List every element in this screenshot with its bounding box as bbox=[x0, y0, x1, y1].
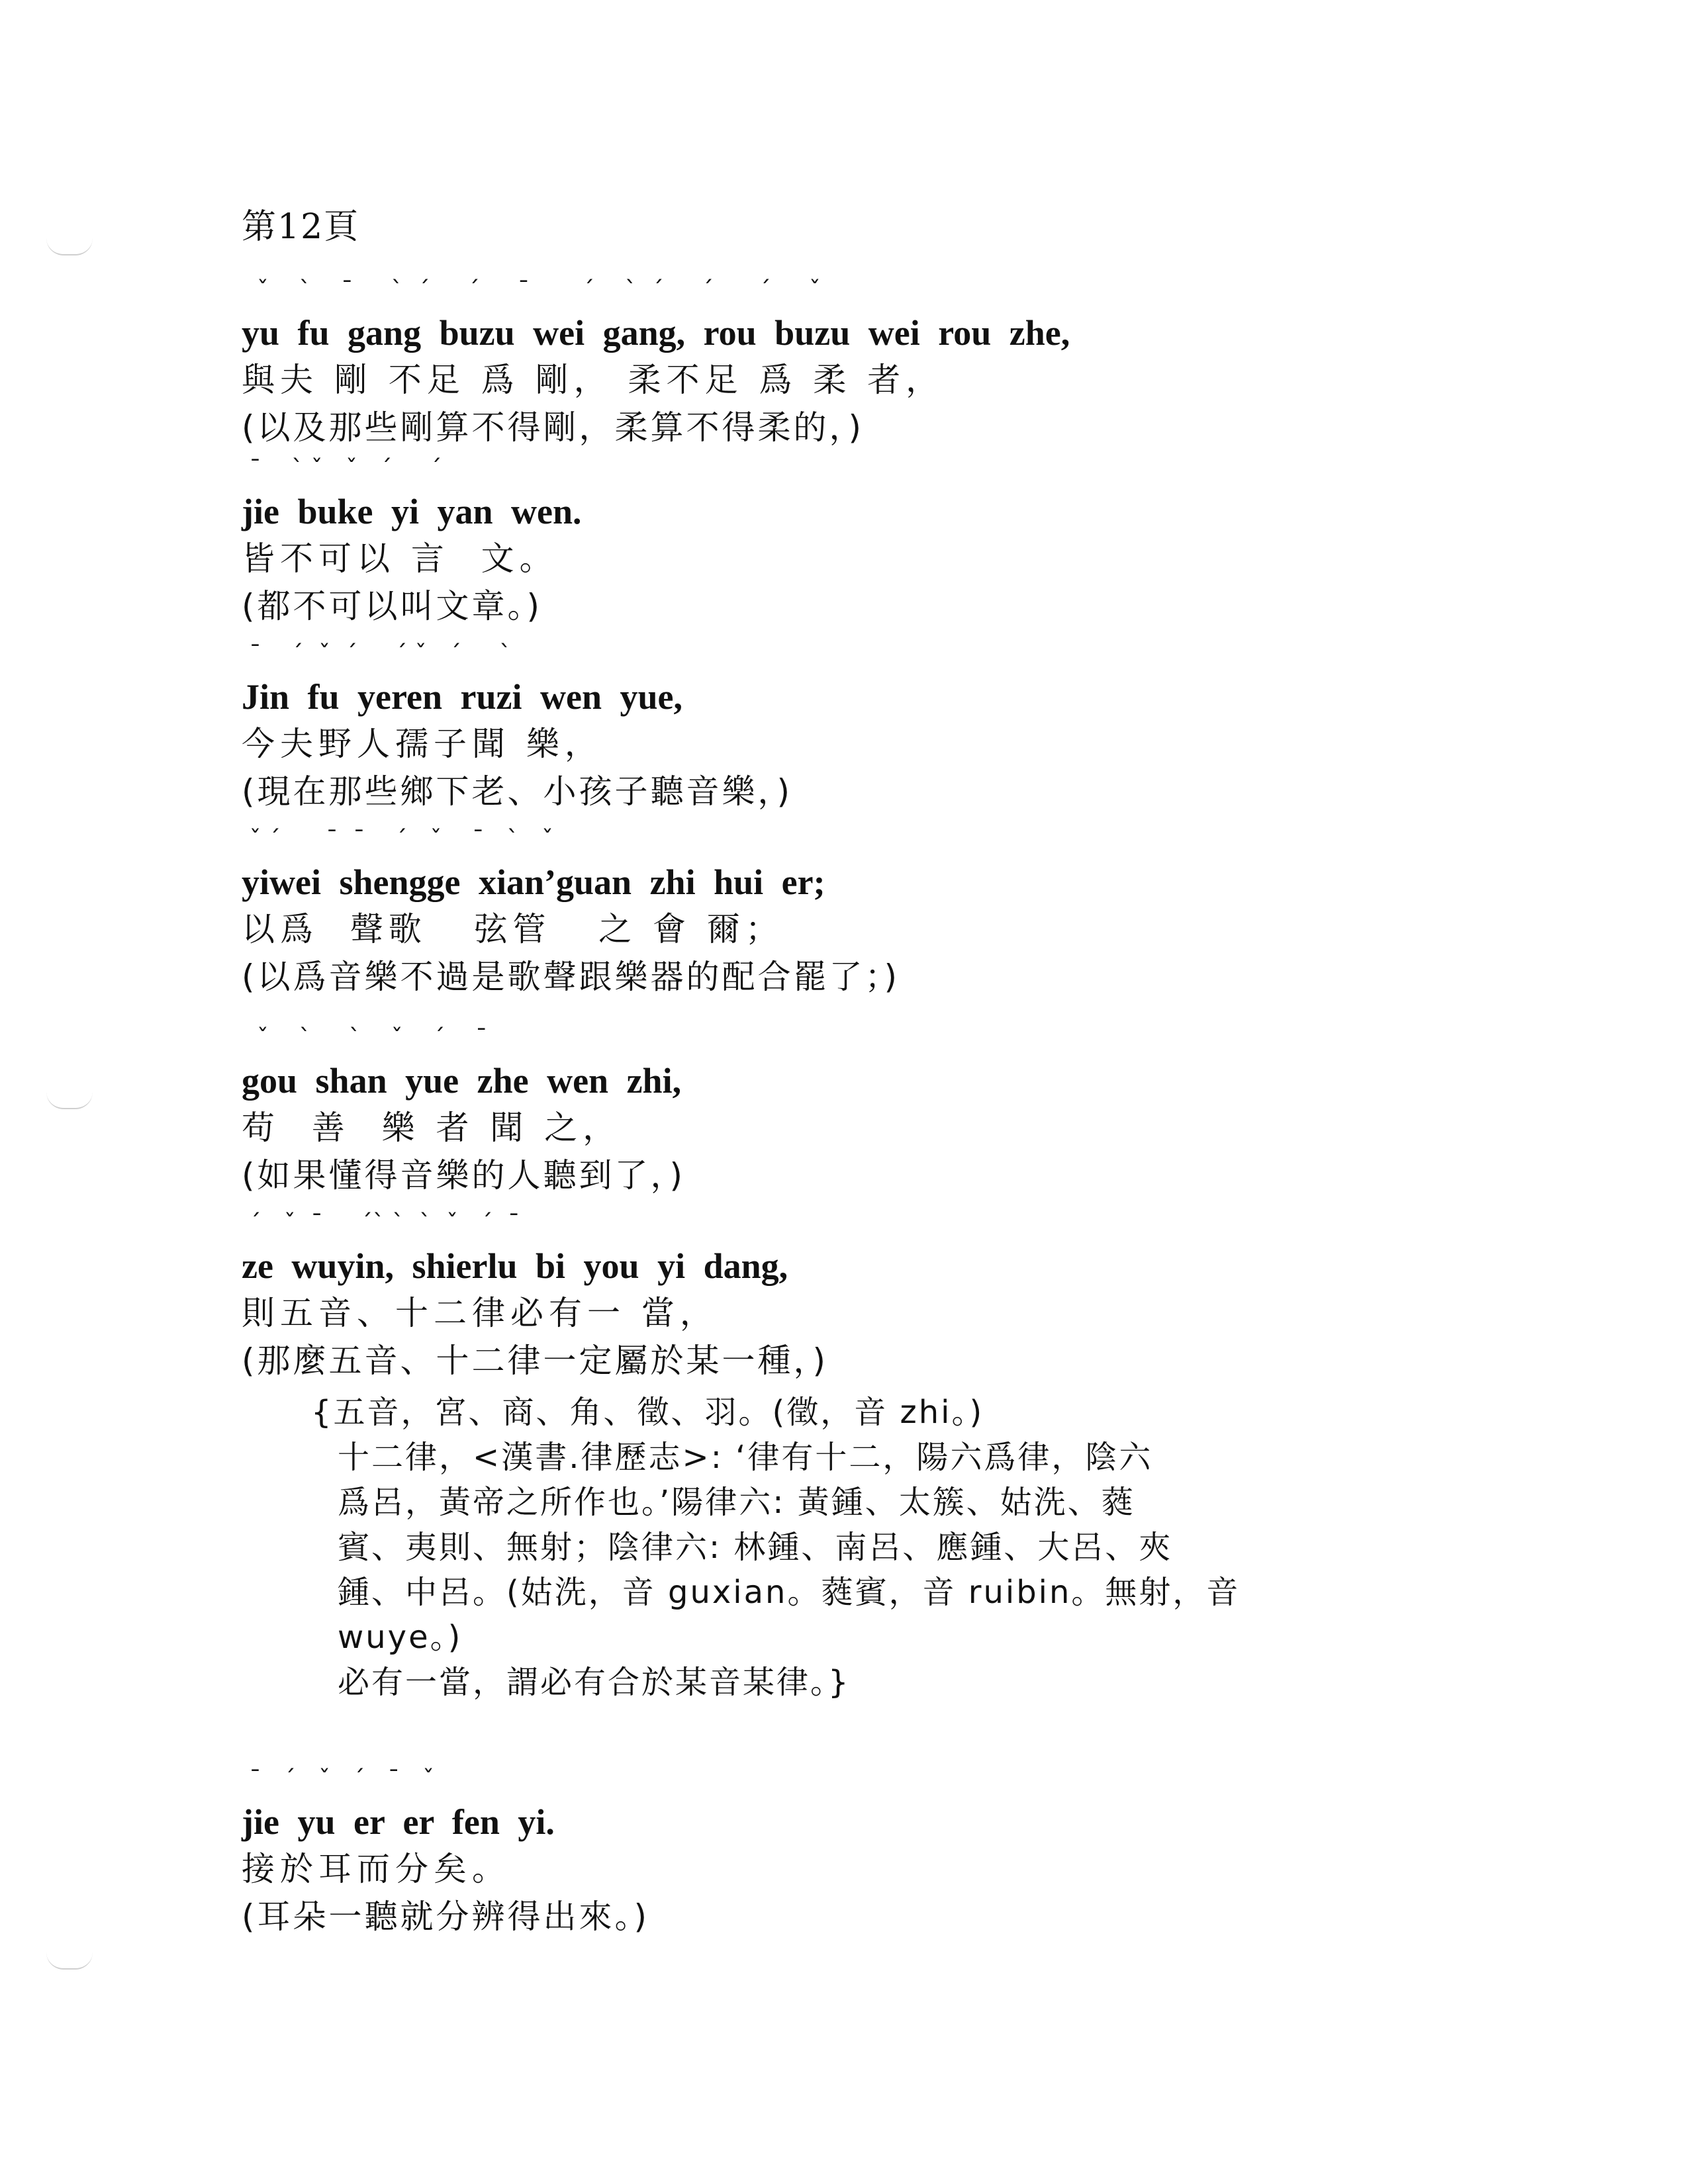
pinyin-line: yiwei shengge xian’guan zhi hui er; bbox=[242, 862, 825, 902]
note-line: 十二律，<漢書.律歷志>: ‘律有十二，陽六爲律，陰六 bbox=[338, 1439, 1153, 1476]
tone-marks: ˉ ˊ ˇ ˊ ˉ ˇ bbox=[242, 1766, 435, 1793]
chinese-line: 皆不可以 言 文。 bbox=[242, 539, 558, 578]
chinese-line: 則五音、十二律必有一 當， bbox=[242, 1294, 718, 1332]
chinese-line: 以爲 聲歌 弦管 之 會 爾； bbox=[242, 910, 784, 948]
tone-marks: ˇ ˋ ˉ ˋ ˊ ˊ ˉ ˊ ˋ ˊ ˊ ˊ ˇ bbox=[242, 277, 821, 304]
note-line: 必有一當，謂必有合於某音某律。} bbox=[338, 1664, 851, 1701]
pinyin-line: jie buke yi yan wen. bbox=[242, 492, 582, 531]
chinese-line: 苟 善 樂 者 聞 之， bbox=[242, 1109, 622, 1147]
punch-hole-mark bbox=[46, 1092, 93, 1109]
chinese-line: 與夫 剛 不足 爲 剛， 柔不足 爲 柔 者， bbox=[242, 361, 945, 399]
chinese-line: 接於耳而分矣。 bbox=[242, 1850, 510, 1888]
tone-marks: ˉ ˋ ˇ ˇ ˊ ˊ bbox=[242, 455, 442, 482]
translation-line: (現在那些鄉下老、小孩子聽音樂，) bbox=[242, 772, 793, 811]
pinyin-line: gou shan yue zhe wen zhi, bbox=[242, 1061, 682, 1101]
note-line: 鍾、中呂。(姑洗，音 guxian。蕤賓，音 ruibin。無射，音 bbox=[338, 1574, 1241, 1611]
tone-marks: ˉ ˊ ˇ ˊ ˊ ˇ ˊ ˋ bbox=[242, 641, 512, 668]
translation-line: (耳朵一聽就分辨得出來。) bbox=[242, 1897, 650, 1936]
pinyin-line: yu fu gang buzu wei gang, rou buzu wei rou zhe, bbox=[242, 313, 1070, 353]
punch-hole-mark bbox=[46, 1952, 93, 1970]
stanza-2 bbox=[242, 450, 582, 630]
pinyin-line: Jin fu yeren ruzi wen yue, bbox=[242, 677, 682, 717]
tone-marks: ˇ ˊ ˉ ˉ ˊ ˇ ˉ ˋ ˇ bbox=[242, 826, 553, 853]
note-line: {五音，宮、商、角、徵、羽。(徵，音 zhi。) bbox=[311, 1394, 984, 1431]
stanza-4 bbox=[242, 821, 900, 1001]
note-line: 爲呂，黃帝之所作也。’陽律六: 黃鍾、太簇、姑洗、蕤 bbox=[338, 1484, 1135, 1521]
note-line: wuye。) bbox=[338, 1619, 463, 1656]
pinyin-line: ze wuyin, shierlu bi you yi dang, bbox=[242, 1246, 788, 1286]
stanza-final bbox=[242, 1760, 649, 1940]
pinyin-line: jie yu er er fen yi. bbox=[242, 1802, 555, 1842]
annotation-note bbox=[311, 1390, 1410, 1705]
page-title: 第12頁 bbox=[242, 207, 360, 247]
punch-hole-mark bbox=[46, 238, 93, 255]
tone-marks: ˊ ˇ ˉ ˊˋ ˋ ˋ ˇ ˊ ˉ bbox=[242, 1210, 520, 1237]
translation-line: (都不可以叫文章。) bbox=[242, 587, 543, 625]
translation-line: (如果懂得音樂的人聽到了，) bbox=[242, 1156, 686, 1195]
stanza-5 bbox=[242, 1019, 685, 1199]
stanza-6 bbox=[242, 1205, 828, 1385]
translation-line: (那麼五音、十二律一定屬於某一種，) bbox=[242, 1342, 829, 1380]
tone-marks: ˇ ˋ ˋ ˇ ˊ ˉ bbox=[242, 1024, 488, 1052]
note-line: 賓、夷則、無射；陰律六: 林鍾、南呂、應鍾、大呂、夾 bbox=[338, 1529, 1173, 1566]
stanza-1 bbox=[242, 271, 1070, 451]
stanza-3 bbox=[242, 635, 792, 815]
chinese-line: 今夫野人孺子聞 樂， bbox=[242, 725, 603, 763]
translation-line: (以及那些剛算不得剛，柔算不得柔的，) bbox=[242, 408, 865, 447]
translation-line: (以爲音樂不過是歌聲跟樂器的配合罷了；) bbox=[242, 958, 900, 996]
